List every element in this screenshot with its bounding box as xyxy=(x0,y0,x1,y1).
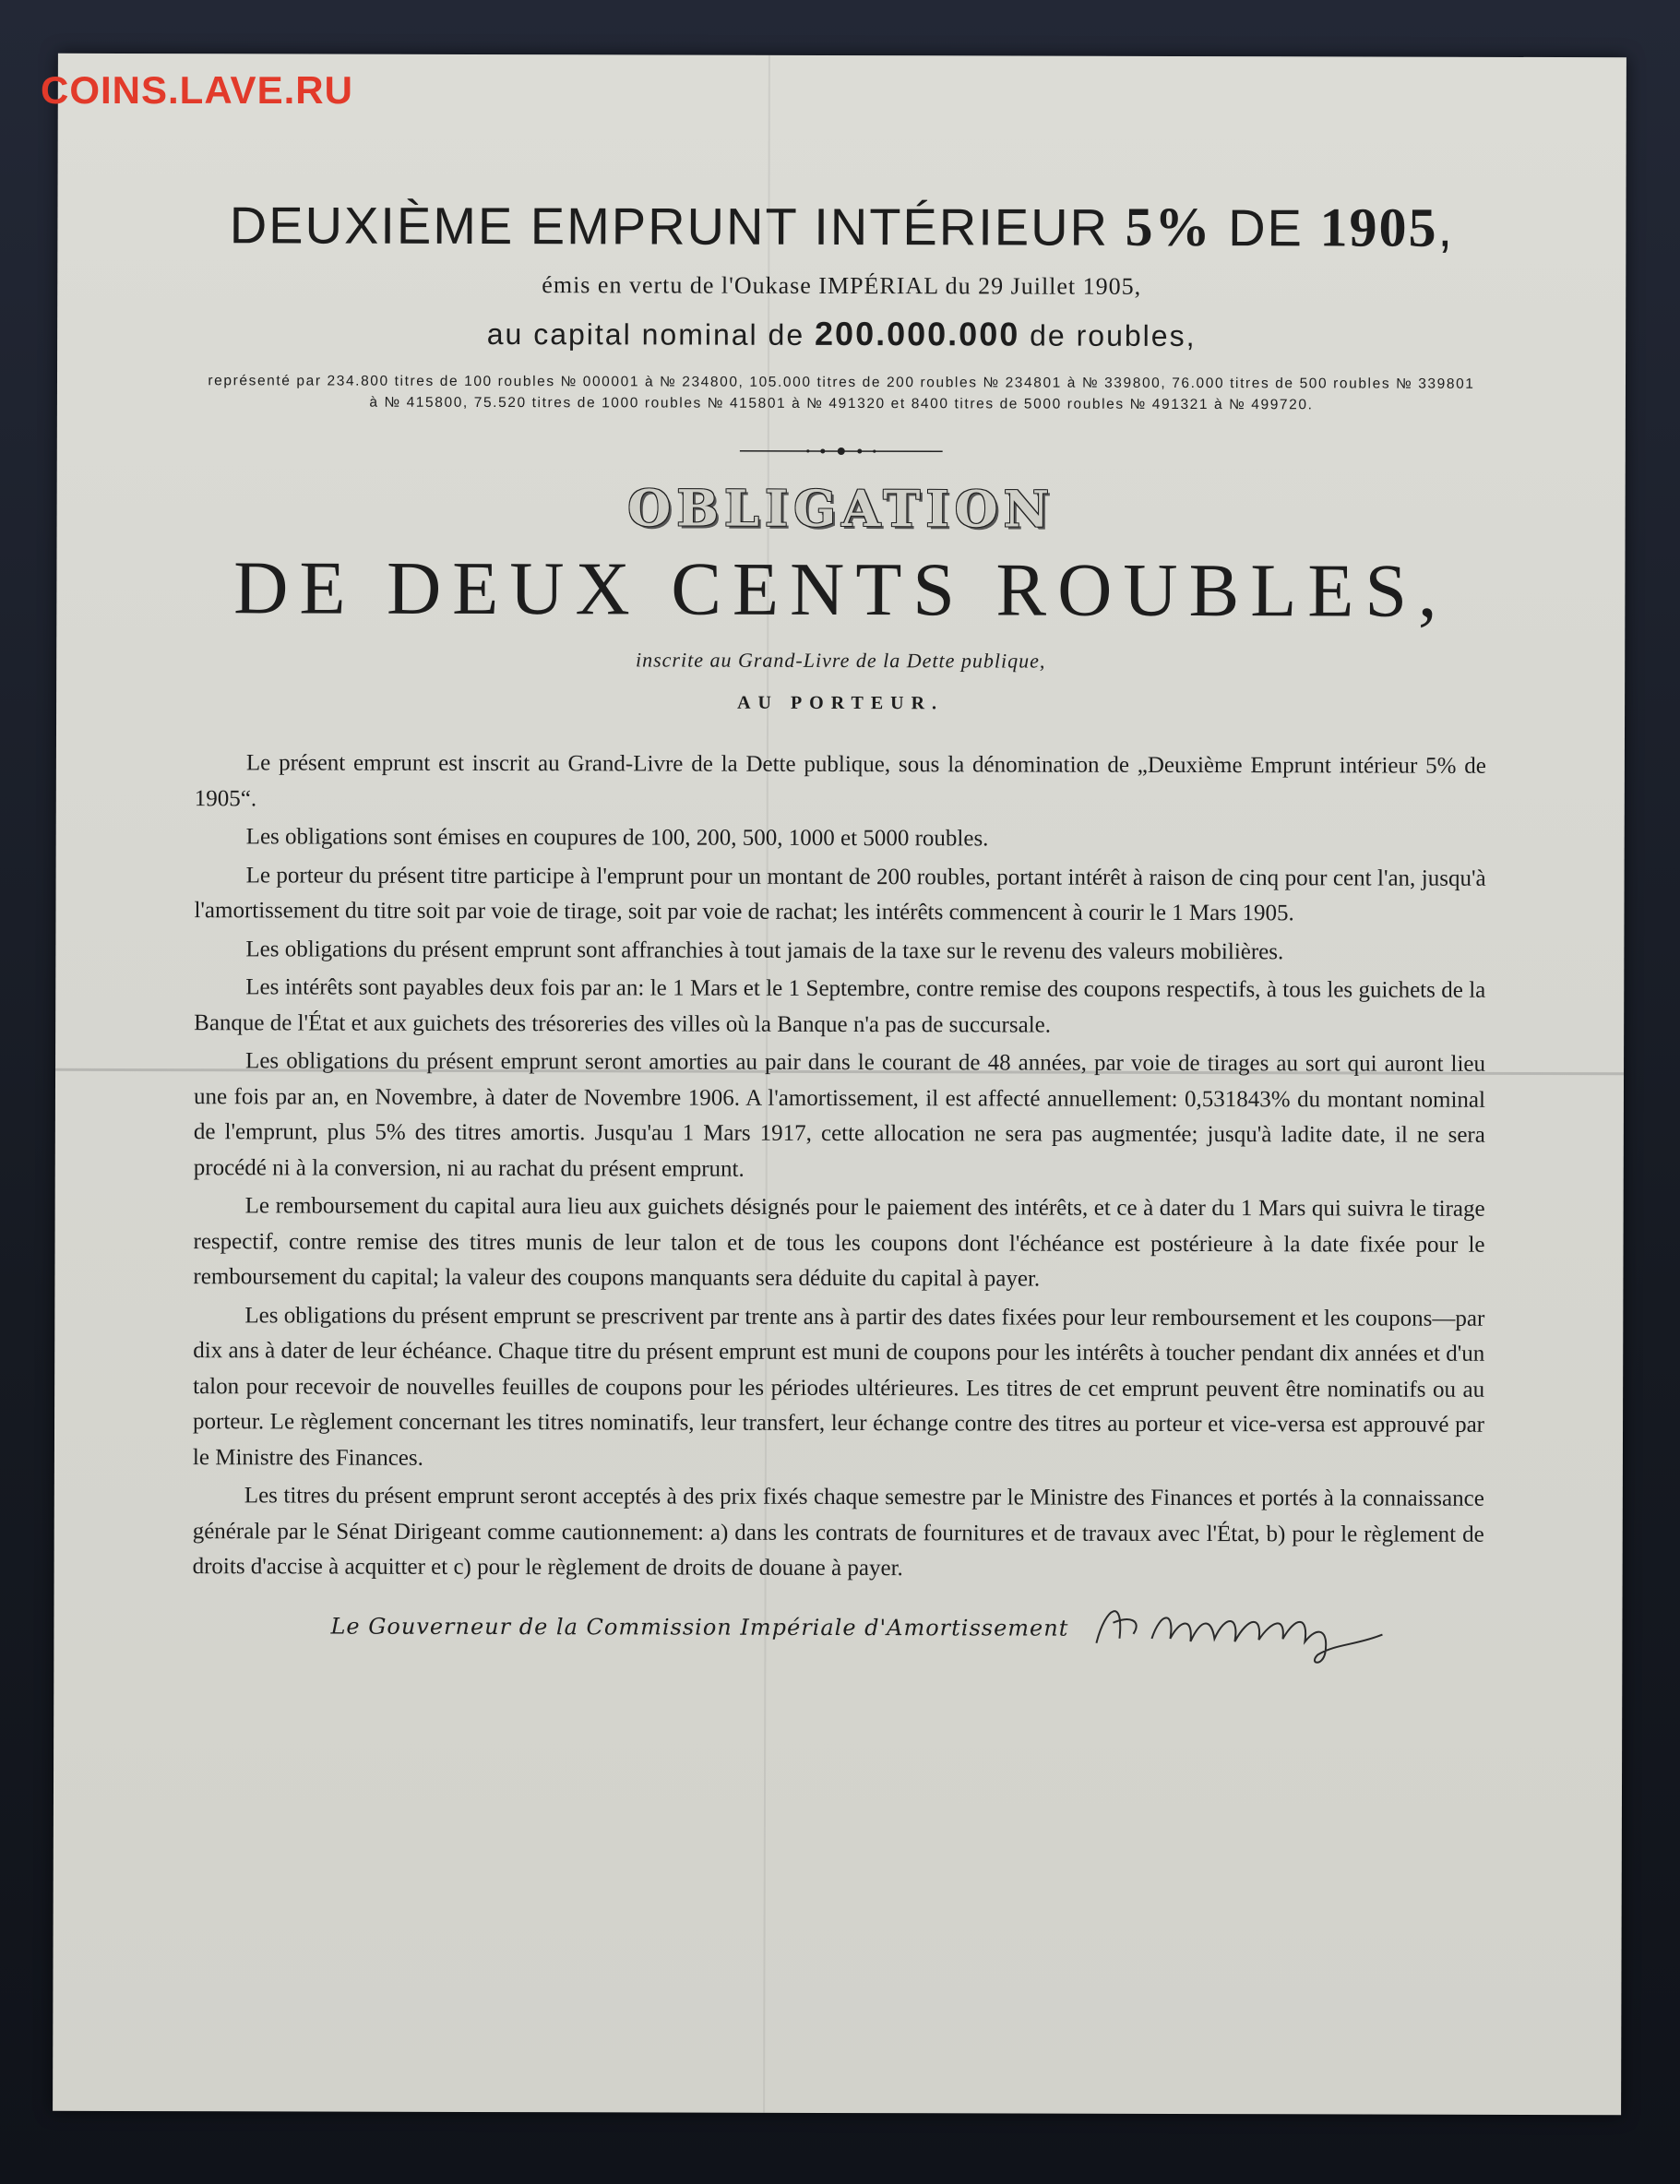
denomination-heading: DE DEUX CENTS ROUBLES, xyxy=(233,545,1448,633)
bearer-line: AU PORTEUR. xyxy=(737,692,945,714)
titres-breakdown: représenté par 234.800 titres de 100 roubles № 000001 à № 234800, 105.000 titres de 200 roubles № 234801 à № 339800, 76.000 titres de 500 roubles № 339801 à № 415800, 75.520 titres de 1000 roubles № 415801 à № 491320 et 8400 titres de 5000 roubles № 491321 à № 499720. xyxy=(208,373,1475,413)
term-paragraph: Le présent emprunt est inscrit au Grand-Livre de la Dette publique, sous la dénomination de „Deuxième Emprunt intérieur 5% de 1905“. xyxy=(194,750,1486,811)
title-part-2: DE xyxy=(1211,198,1320,257)
loan-title xyxy=(196,192,1487,261)
capital-line xyxy=(196,313,1487,355)
title-rate: 5% xyxy=(1125,196,1212,258)
signature-block xyxy=(192,1613,1483,1642)
capital-part-2: de roubles, xyxy=(1019,318,1197,353)
capital-amount: 200.000.000 xyxy=(815,314,1020,353)
obligation-heading: OBLIGATION xyxy=(627,478,1055,539)
term-paragraph: Le porteur du présent titre participe à l'emprunt pour un montant de 200 roubles, portant intérêt à raison de cinq pour cent l'an, jusqu'à l'amortissement du titre soit par voie de tirage, soit par voie de rachat; les intérêts commencent à courir le 1 Mars 1905. xyxy=(194,862,1486,926)
inscription-line: inscrite au Grand-Livre de la Dette publique, xyxy=(635,648,1046,673)
handwritten-signature-icon xyxy=(1087,1587,1391,1671)
title-year: 1905 xyxy=(1319,197,1438,258)
title-part-1: DEUXIÈME EMPRUNT INTÉRIEUR xyxy=(229,196,1126,257)
term-paragraph: Le remboursement du capital aura lieu aux guichets désignés pour le paiement des intérêts, et ce à dater du 1 Mars qui suivra le tirage respectif, contre remise des titres munis de leur talon et de tous les coupons dont l'échéance est postérieure à la date fixée pour le remboursement du capital; la valeur des coupons manquants sera déduite du capital à payer. xyxy=(193,1193,1485,1292)
ornament-divider-icon xyxy=(740,442,943,461)
title-end: , xyxy=(1437,198,1455,257)
header-block xyxy=(195,192,1487,716)
term-paragraph: Les obligations du présent emprunt sont affranchies à tout jamais de la taxe sur le revenu des valeurs mobilières. xyxy=(245,936,1284,964)
term-paragraph: Les intérêts sont payables deux fois par an: le 1 Mars et le 1 Septembre, contre remise des coupons respectifs, à tous les guichets de la Banque de l'État et aux guichets des trésoreries des villes où la Banque n'a pas de succursale. xyxy=(194,974,1486,1038)
signature-caption: Le Gouverneur de la Commission Impériale d'Amortissement xyxy=(330,1613,1069,1641)
term-paragraph: Les obligations du présent emprunt se prescrivent par trente ans à partir des dates fixées pour leur remboursement et les coupons—par dix ans à dater de leur échéance. Chaque titre du présent emprunt est muni de coupons pour les intérêts à toucher pendant dix années et d'un talon pour recevoir de nouvelles feuilles de coupons pour les périodes ultérieures. Les titres de cet emprunt peuvent être nominatifs ou au porteur. Le règlement concernant les titres nominatifs, leur transfert, leur échange contre des titres au porteur et vice-versa est approuvé par le Ministre des Finances. xyxy=(192,1302,1485,1471)
term-paragraph: Les titres du présent emprunt seront acceptés à des prix fixés chaque semestre par le Ministre des Finances et portés à la connaissance générale par le Sénat Dirigeant comme cautionnement: a) dans les contrats de fournitures et de travaux avec l'État, b) pour le règlement de droits d'accise à acquitter et c) pour le règlement de droits de douane à payer. xyxy=(192,1483,1484,1581)
bond-document xyxy=(53,54,1626,2115)
capital-part-1: au capital nominal de xyxy=(486,316,816,352)
site-watermark: COINS.LAVE.RU xyxy=(41,68,353,112)
terms-text xyxy=(193,746,1486,1588)
term-paragraph: Les obligations du présent emprunt seront amorties au pair dans le courant de 48 années, par voie de tirages au sort qui auront lieu une fois par an, en Novembre, à dater de Novembre 1906. A l'amortissement, il est affecté annuellement: 0,531843% du montant nominal de l'emprunt, plus 5% des titres amortis. Jusqu'au 1 Mars 1917, cette allocation ne sera pas augmentée; jusqu'à ladite date, il ne sera procédé ni à la conversion, ni au rachat du présent emprunt. xyxy=(193,1048,1486,1182)
document-content xyxy=(192,192,1487,1641)
decree-line: émis en vertu de l'Oukase IMPÉRIAL du 29 Juillet 1905, xyxy=(542,271,1142,300)
term-paragraph: Les obligations sont émises en coupures de 100, 200, 500, 1000 et 5000 roubles. xyxy=(245,824,989,852)
